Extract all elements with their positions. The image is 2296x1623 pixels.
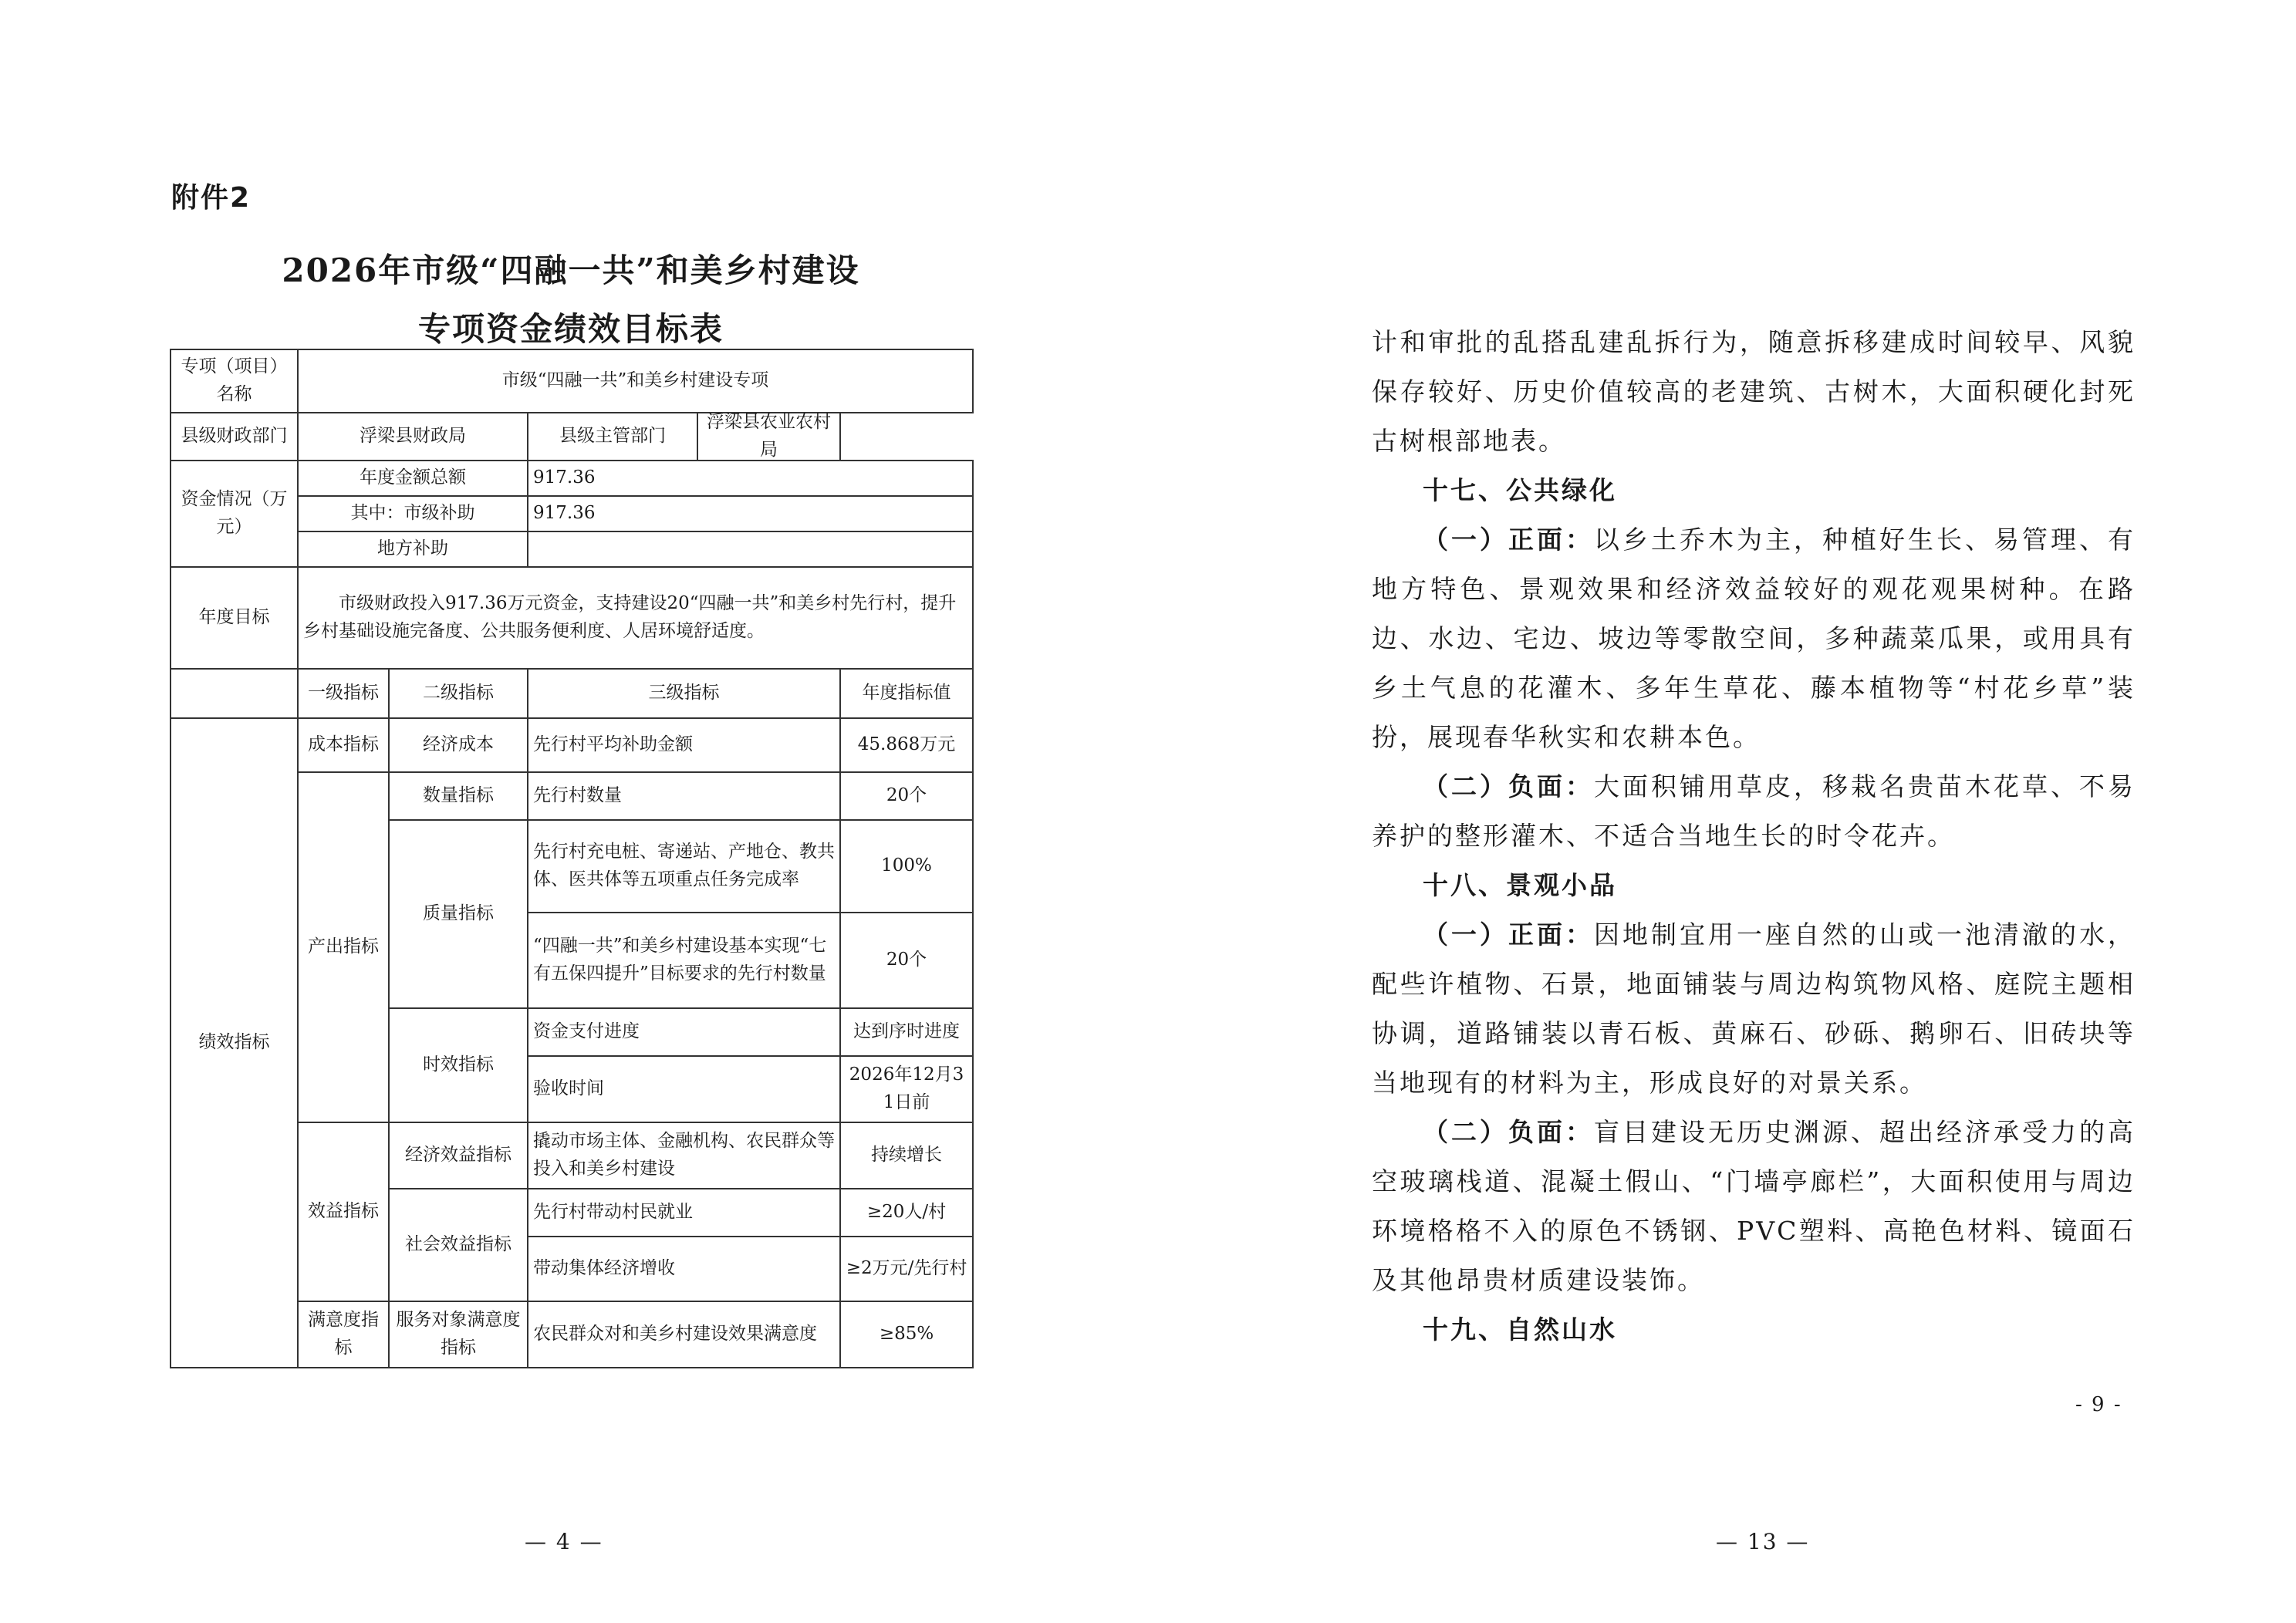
paragraph-17-2-lead: （二）负面： [1423, 771, 1594, 801]
header-value: 年度指标值 [840, 669, 973, 718]
annual-goal-value: 市级财政投入917.36万元资金，支持建设20“四融一共”和美乡村先行村，提升乡村基础设施完备度、公共服务便利度、人居环境舒适度。 [298, 567, 973, 669]
paragraph-17-2 [1372, 762, 2136, 861]
project-name-label: 专项（项目）名称 [171, 349, 298, 413]
funds-total-label: 年度金额总额 [298, 461, 528, 496]
paragraph-18-2-body: 盲目建设无历史渊源、超出经济承受力的高空玻璃栈道、混凝土假山、“门墙亭廊栏”，大面积使用与周边环境格格不入的原色不锈钢、PVC塑料、高艳色材料、镜面石及其他昂贵材质建设装饰。 [1372, 1117, 2136, 1295]
cost-indicator-l1: 成本指标 [298, 718, 389, 772]
performance-target-table [170, 349, 974, 1368]
quality-indicator-l2: 质量指标 [389, 820, 528, 1008]
output-indicator-l1: 产出指标 [298, 772, 389, 1122]
timeliness-indicator-2-value: 2026年12月31日前 [840, 1056, 973, 1122]
paragraph-17-2-body: 大面积铺用草皮，移栽名贵苗木花草、不易养护的整形灌木、不适合当地生长的时令花卉。 [1372, 771, 2136, 851]
funds-local-label: 地方补助 [298, 531, 528, 567]
quantity-indicator-l3: 先行村数量 [528, 772, 840, 820]
quality-indicator-2-value: 20个 [840, 913, 973, 1008]
paragraph-18-1-lead: （一）正面： [1423, 919, 1594, 950]
header-level3: 三级指标 [528, 669, 840, 718]
social-benefit-l2: 社会效益指标 [389, 1189, 528, 1301]
continued-paragraph: 计和审批的乱搭乱建乱拆行为，随意拆移建成时间较早、风貌保存较好、历史价值较高的老建筑、古树木，大面积硬化封死古树根部地表。 [1372, 327, 2136, 456]
satisfaction-indicator-l1: 满意度指标 [298, 1301, 389, 1368]
county-finance-value: 浮梁县财政局 [298, 413, 528, 461]
timeliness-indicator-l2: 时效指标 [389, 1008, 528, 1122]
paragraph-18-1 [1372, 910, 2136, 1108]
document-title-line1: 2026年市级“四融一共”和美乡村建设 [282, 251, 860, 289]
project-name-value: 市级“四融一共”和美乡村建设专项 [298, 349, 973, 413]
cost-indicator-l3: 先行村平均补助金额 [528, 718, 840, 772]
quality-indicator-2-l3: “四融一共”和美乡村建设基本实现“七有五保四提升”目标要求的先行村数量 [528, 913, 840, 1008]
attachment-label: 附件2 [171, 182, 252, 214]
paragraph-17-1-body: 以乡土乔木为主，种植好生长、易管理、有地方特色、景观效果和经济效益较好的观花观果树种。在路边、水边、宅边、坡边等零散空间，多种蔬菜瓜果，或用具有乡土气息的花灌木、多年生草花、藤本植物等“村花乡草”装扮，展现春华秋实和农耕本色。 [1372, 525, 2136, 752]
satisfaction-indicator-l3: 农民群众对和美乡村建设效果满意度 [528, 1301, 840, 1368]
county-dept-value: 浮梁县农业农村局 [707, 412, 831, 460]
paragraph-17-1-lead: （一）正面： [1423, 525, 1594, 555]
document-title-line2: 专项资金绩效目标表 [417, 310, 724, 348]
social-benefit-1-value: ≥20人/村 [840, 1189, 973, 1237]
county-finance-label: 县级财政部门 [171, 413, 298, 461]
section-heading-17: 十七、公共绿化 [1423, 475, 1617, 505]
annual-goal-label: 年度目标 [171, 567, 298, 669]
funds-city-value: 917.36 [528, 496, 973, 531]
funds-total-value: 917.36 [528, 461, 973, 496]
header-level1: 一级指标 [298, 669, 389, 718]
quality-indicator-1-l3: 先行村充电桩、寄递站、产地仓、教共体、医共体等五项重点任务完成率 [528, 820, 840, 913]
satisfaction-indicator-l2: 服务对象满意度指标 [389, 1301, 528, 1368]
section-heading-18: 十八、景观小品 [1423, 870, 1617, 900]
section-heading-19: 十九、自然山水 [1423, 1314, 1617, 1345]
benefit-indicator-l1: 效益指标 [298, 1122, 389, 1301]
funds-local-value [528, 531, 973, 567]
perf-indicator-label: 绩效指标 [171, 718, 298, 1368]
econ-benefit-l3: 撬动市场主体、金融机构、农民群众等投入和美乡村建设 [528, 1122, 840, 1189]
paragraph-17-1 [1372, 515, 2136, 762]
paragraph-18-2 [1372, 1108, 2136, 1305]
social-benefit-1-l3: 先行村带动村民就业 [528, 1189, 840, 1237]
funds-label: 资金情况（万元） [171, 461, 298, 567]
right-page-body [1372, 318, 2136, 1355]
paragraph-18-1-body: 因地制宜用一座自然的山或一池清澈的水，配些许植物、石景，地面铺装与周边构筑物风格、庭院主题相协调，道路铺装以青石板、黄麻石、砂砾、鹅卵石、旧砖块等当地现有的材料为主，形成良好的对景关系。 [1372, 919, 2136, 1098]
satisfaction-indicator-value: ≥85% [840, 1301, 973, 1368]
left-page-number: — 4 — [525, 1529, 603, 1554]
quantity-indicator-l2: 数量指标 [389, 772, 528, 820]
timeliness-indicator-1-l3: 资金支付进度 [528, 1008, 840, 1056]
econ-benefit-value: 持续增长 [840, 1122, 973, 1189]
quantity-indicator-value: 20个 [840, 772, 973, 820]
right-page-number: — 13 — [1716, 1529, 1810, 1554]
county-dept-label: 县级主管部门 [528, 413, 698, 460]
social-benefit-2-l3: 带动集体经济增收 [528, 1237, 840, 1301]
timeliness-indicator-2-l3: 验收时间 [528, 1056, 840, 1122]
quality-indicator-1-value: 100% [840, 820, 973, 913]
econ-benefit-l2: 经济效益指标 [389, 1122, 528, 1189]
social-benefit-2-value: ≥2万元/先行村 [840, 1237, 973, 1301]
timeliness-indicator-1-value: 达到序时进度 [840, 1008, 973, 1056]
cost-indicator-value: 45.868万元 [840, 718, 973, 772]
funds-city-label: 其中：市级补助 [298, 496, 528, 531]
header-level2: 二级指标 [389, 669, 528, 718]
paragraph-18-2-lead: （二）负面： [1423, 1117, 1594, 1147]
right-page-number-small: - 9 - [2075, 1393, 2122, 1416]
cost-indicator-l2: 经济成本 [389, 718, 528, 772]
